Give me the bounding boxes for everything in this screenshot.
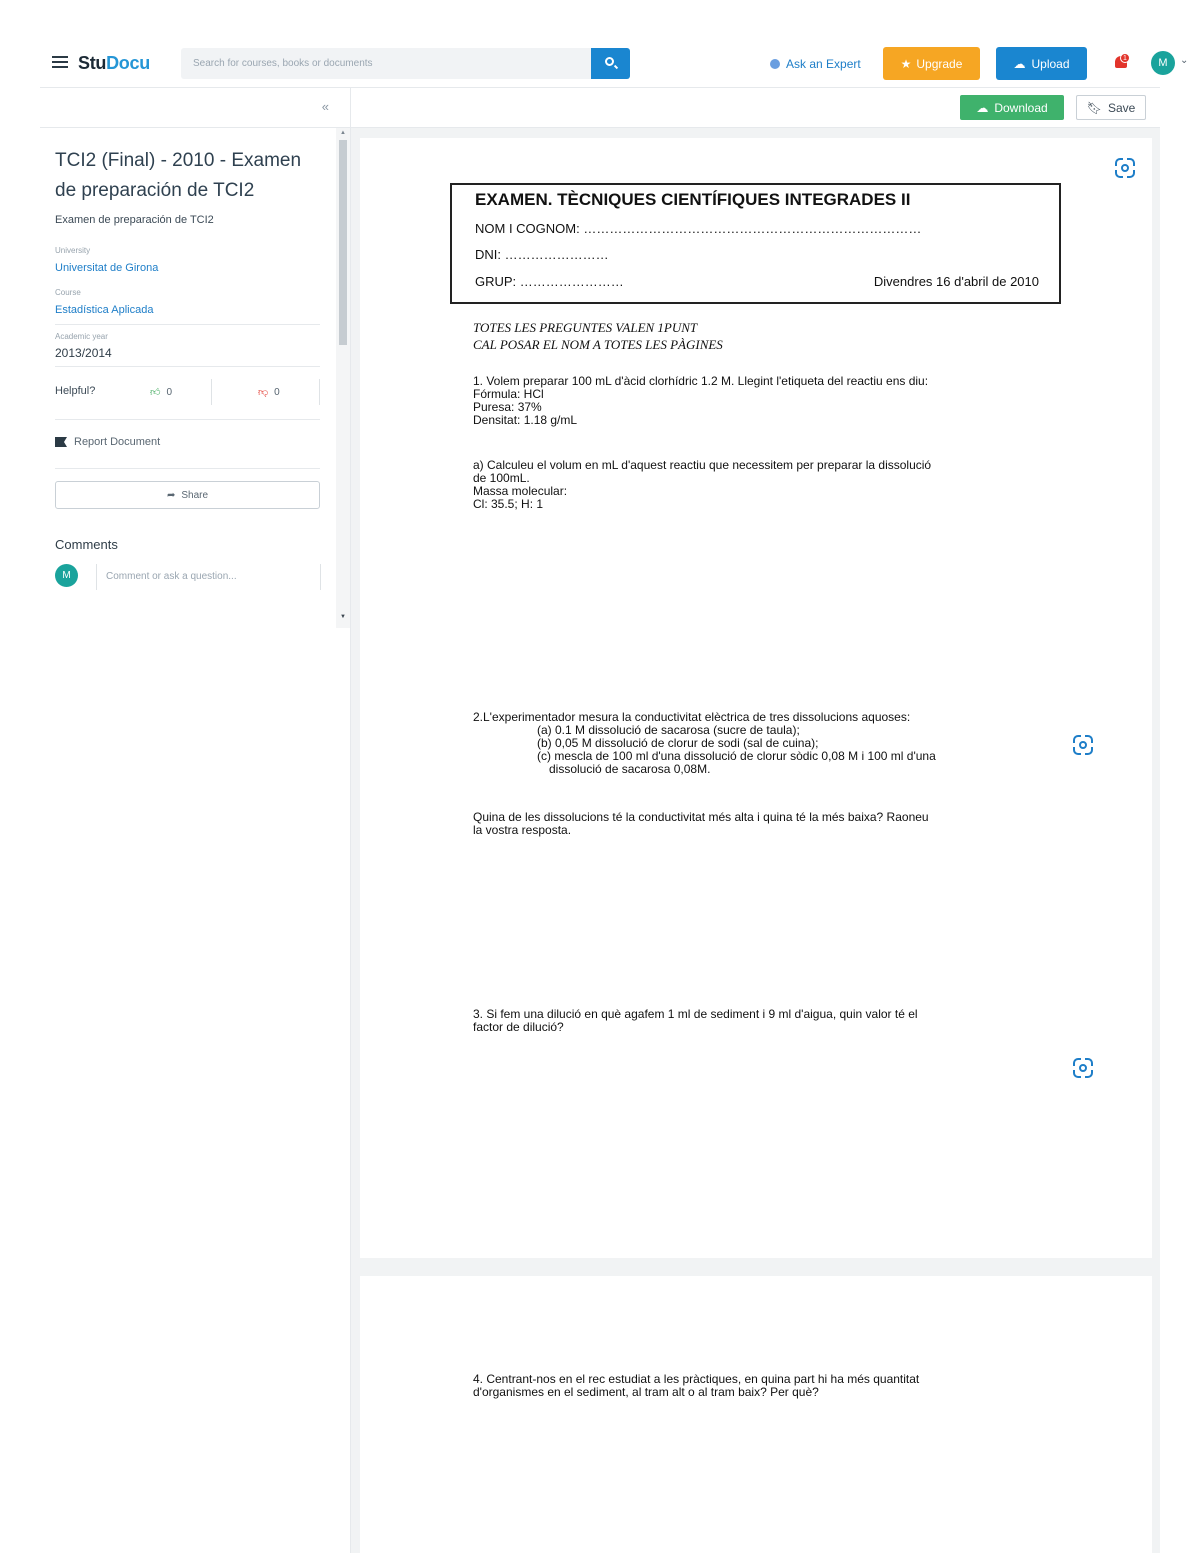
scrollbar-thumb[interactable] (339, 140, 347, 345)
dni-field: DNI: …………………… (475, 247, 609, 262)
university-link[interactable]: Universitat de Girona (55, 262, 159, 274)
university-label: University (55, 246, 91, 255)
report-document-link[interactable] (55, 436, 160, 448)
question-3 (473, 1008, 918, 1034)
comment-input[interactable]: Comment or ask a question... (96, 564, 321, 590)
question-text: la vostra resposta. (473, 823, 572, 837)
academic-year-value: 2013/2014 (55, 346, 112, 360)
divider (55, 366, 320, 367)
question-text: a) Calculeu el volum en mL d'aquest reactiu que necessitem per preparar la dissolució (473, 458, 932, 472)
download-label: Download (994, 100, 1048, 115)
user-avatar[interactable]: M (1151, 51, 1175, 75)
question-text: de 100mL. (473, 471, 530, 485)
upload-button[interactable] (996, 47, 1087, 80)
studocu-logo[interactable] (78, 53, 150, 74)
screenshot-capture-icon[interactable] (1073, 735, 1093, 755)
sidebar-scrollbar[interactable] (336, 128, 350, 628)
course-link[interactable]: Estadística Aplicada (55, 304, 154, 316)
download-button[interactable] (960, 95, 1064, 120)
top-navbar (40, 40, 1189, 88)
question-option: (c) mescla de 100 ml d'una dissolució de clorur sòdic 0,08 M i 100 ml d'una (537, 749, 936, 763)
group-field: GRUP: …………………… (475, 274, 624, 289)
thumbs-down-icon: 👎︎ (258, 387, 269, 398)
logo-stu: Stu (78, 53, 107, 73)
document-toolbar (351, 88, 1160, 128)
question-option: (b) 0,05 M dissolució de clorur de sodi (sal de cuina); (537, 736, 819, 750)
question-2-prompt (473, 811, 929, 837)
document-viewer[interactable] (351, 128, 1160, 1553)
question-text: Puresa: 37% (473, 400, 542, 414)
cloud-download-icon: ☁ (976, 100, 989, 115)
menu-icon[interactable] (52, 56, 68, 68)
document-page-2 (360, 1276, 1152, 1553)
upgrade-button[interactable] (883, 47, 980, 80)
report-label: Report Document (74, 436, 161, 448)
divider (211, 379, 212, 405)
star-icon: ★ (900, 56, 912, 71)
question-text: Massa molecular: (473, 484, 568, 498)
exam-title: EXAMEN. TÈCNIQUES CIENTÍFIQUES INTEGRADES II (475, 190, 911, 209)
upload-label: Upload (1031, 56, 1070, 71)
question-text: 2.L'experimentador mesura la conductivitat elèctrica de tres dissolucions aquoses: (473, 710, 911, 724)
screenshot-capture-icon[interactable] (1073, 1058, 1093, 1078)
cloud-upload-icon: ☁ (1013, 56, 1026, 71)
academic-year-label: Academic year (55, 332, 108, 341)
question-4 (473, 1373, 919, 1399)
question-text: Quina de les dissolucions té la conductivitat més alta i quina té la més baixa? Raoneu (473, 810, 929, 824)
question-2 (473, 711, 936, 776)
like-button[interactable] (150, 386, 172, 398)
left-sidebar (40, 88, 351, 1553)
save-label: Save (1107, 100, 1136, 115)
document-title: TCI2 (Final) - 2010 - Examen de preparación de TCI2 (55, 150, 302, 201)
question-text: 4. Centrant-nos en el rec estudiat a les pràctiques, en quina part hi ha més quantitat (473, 1372, 920, 1386)
document-subtitle: Examen de preparación de TCI2 (55, 214, 214, 226)
question-text: Cl: 35.5; H: 1 (473, 497, 544, 511)
collapse-sidebar-icon[interactable]: « (321, 99, 329, 114)
upgrade-label: Upgrade (916, 56, 963, 71)
question-text: 3. Si fem una dilució en què agafem 1 ml de sediment i 9 ml d'aigua, quin valor té el (473, 1007, 918, 1021)
share-label: Share (181, 489, 209, 501)
notification-badge: 1 (1120, 53, 1130, 63)
question-text: factor de dilució? (473, 1020, 564, 1034)
helpful-label: Helpful? (55, 385, 96, 397)
sidebar-collapse-bar (40, 88, 351, 128)
bookmark-icon: 🔖︎ (1086, 100, 1102, 115)
ask-expert-link[interactable] (770, 57, 861, 71)
flag-icon (55, 437, 67, 447)
comments-heading: Comments (55, 537, 118, 552)
document-page-1 (360, 138, 1152, 1258)
divider (55, 468, 320, 469)
instruction-line: TOTES LES PREGUNTES VALEN 1PUNT (473, 320, 698, 335)
search-input[interactable] (181, 48, 591, 79)
divider (319, 379, 320, 405)
screenshot-capture-icon[interactable] (1115, 158, 1135, 178)
name-field: NOM I COGNOM: …………………………………………………………………… (475, 221, 922, 236)
chevron-down-icon[interactable]: ⌄ (1180, 55, 1189, 66)
notification-bell-icon[interactable] (1113, 53, 1129, 71)
dislike-button[interactable] (258, 386, 280, 398)
expert-icon (770, 59, 780, 69)
question-1a (473, 459, 931, 511)
comment-avatar: M (55, 564, 78, 587)
search-button[interactable] (591, 48, 630, 79)
exam-date: Divendres 16 d'abril de 2010 (873, 274, 1039, 289)
share-button[interactable] (55, 481, 320, 509)
ask-expert-label: Ask an Expert (786, 57, 861, 71)
divider (55, 324, 320, 325)
question-text: 1. Volem preparar 100 mL d'àcid clorhídric 1.2 M. Llegint l'etiqueta del reactiu ens diu: (473, 374, 929, 388)
search-icon (605, 57, 614, 66)
share-arrow-icon: ➦ (166, 489, 176, 501)
divider (55, 419, 320, 420)
scroll-up-arrow-icon[interactable]: ▲ (340, 130, 346, 136)
thumbs-up-icon: 👍︎ (150, 387, 161, 398)
question-option: (a) 0.1 M dissolució de sacarosa (sucre de taula); (537, 723, 800, 737)
like-count: 0 (166, 387, 173, 398)
exam-header-box (450, 183, 1061, 304)
question-text: Densitat: 1.18 g/mL (473, 413, 578, 427)
instruction-line: CAL POSAR EL NOM A TOTES LES PÀGINES (473, 337, 723, 352)
question-1 (473, 375, 928, 427)
save-button[interactable] (1076, 95, 1146, 120)
scroll-down-arrow-icon[interactable]: ▼ (340, 614, 346, 620)
logo-docu: Docu (106, 53, 150, 73)
question-option: dissolució de sacarosa 0,08M. (549, 762, 711, 776)
dislike-count: 0 (274, 387, 280, 398)
question-text: d'organismes en el sediment, al tram alt o al tram baix? Per què? (473, 1385, 819, 1399)
question-text: Fórmula: HCl (473, 387, 544, 401)
course-label: Course (55, 288, 81, 297)
